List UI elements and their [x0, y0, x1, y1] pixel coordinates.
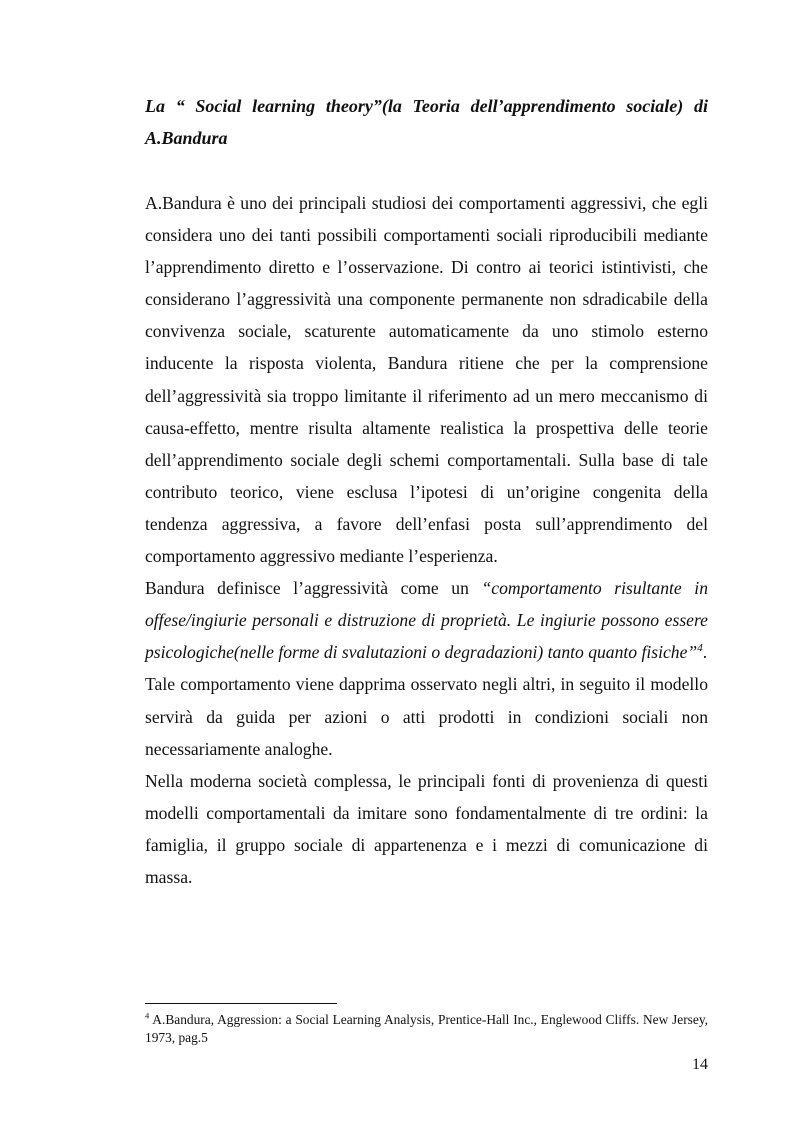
footnote-divider	[145, 1003, 337, 1004]
footnote-reference[interactable]: 4	[697, 642, 703, 655]
definition-intro: Bandura definisce l’aggressività come un	[145, 578, 482, 599]
definition-end: .	[702, 642, 708, 663]
paragraph-aggression-definition	[145, 572, 708, 668]
footnote	[145, 1011, 708, 1047]
paragraph-model-sources: Nella moderna società complessa, le principali fonti di provenienza di questi modelli comportamentali da imitare sono fondamentalmente di tre ordini: la famiglia, il gruppo sociale di appartenenza e i mezzi di comunicazione di massa.	[145, 770, 708, 887]
body-text	[145, 187, 708, 893]
paragraph-bandura-intro: A.Bandura è uno dei principali studiosi dei comportamenti aggressivi, che egli considera uno dei tanti possibili comportamenti sociali riproducibili mediante l’apprendimento diretto e l’osservazione. Di contro ai teorici istintivisti, che considerano l’aggressività una componente permanente non sdradicabile della convivenza sociale, scaturente automaticamente da uno stimolo esterno inducente la risposta violenta, Bandura ritiene che per la comprensione dell’aggressività sia troppo limitante il riferimento ad un mero meccanismo di causa-effetto, mentre risulta altamente realistica la prospettiva delle teorie dell’apprendimento sociale degli schemi comportamentali. Sulla base di tale contributo teorico, viene esclusa l’ipotesi di un’origine congenita della tendenza aggressiva, a favore dell’enfasi posta sull’apprendimento del comportamento aggressivo mediante l’esperienza.	[145, 193, 708, 567]
section-heading: La “ Social learning theory”(la Teoria dell’apprendimento sociale) di A.Bandura	[145, 96, 708, 148]
paragraph-observed-behaviour: Tale comportamento viene dapprima osservato negli altri, in seguito il modello servirà da guida per azioni o atti prodotti in condizioni sociali non necessariamente analoghe.	[145, 674, 708, 759]
definition-quote: “comportamento risultante in offese/ingiurie personali e distruzione di proprietà. Le ingiurie possono essere psicologiche(nelle forme di svalutazioni o degradazioni) tanto quanto fisiche”	[145, 578, 708, 663]
footnote-number: 4	[145, 1010, 150, 1021]
footnote-text: A.Bandura, Aggression: a Social Learning Analysis, Prentice-Hall Inc., Englewood Cliffs. New Jersey, 1973, pag.5	[145, 1012, 708, 1045]
page-number: 14	[692, 1056, 708, 1073]
